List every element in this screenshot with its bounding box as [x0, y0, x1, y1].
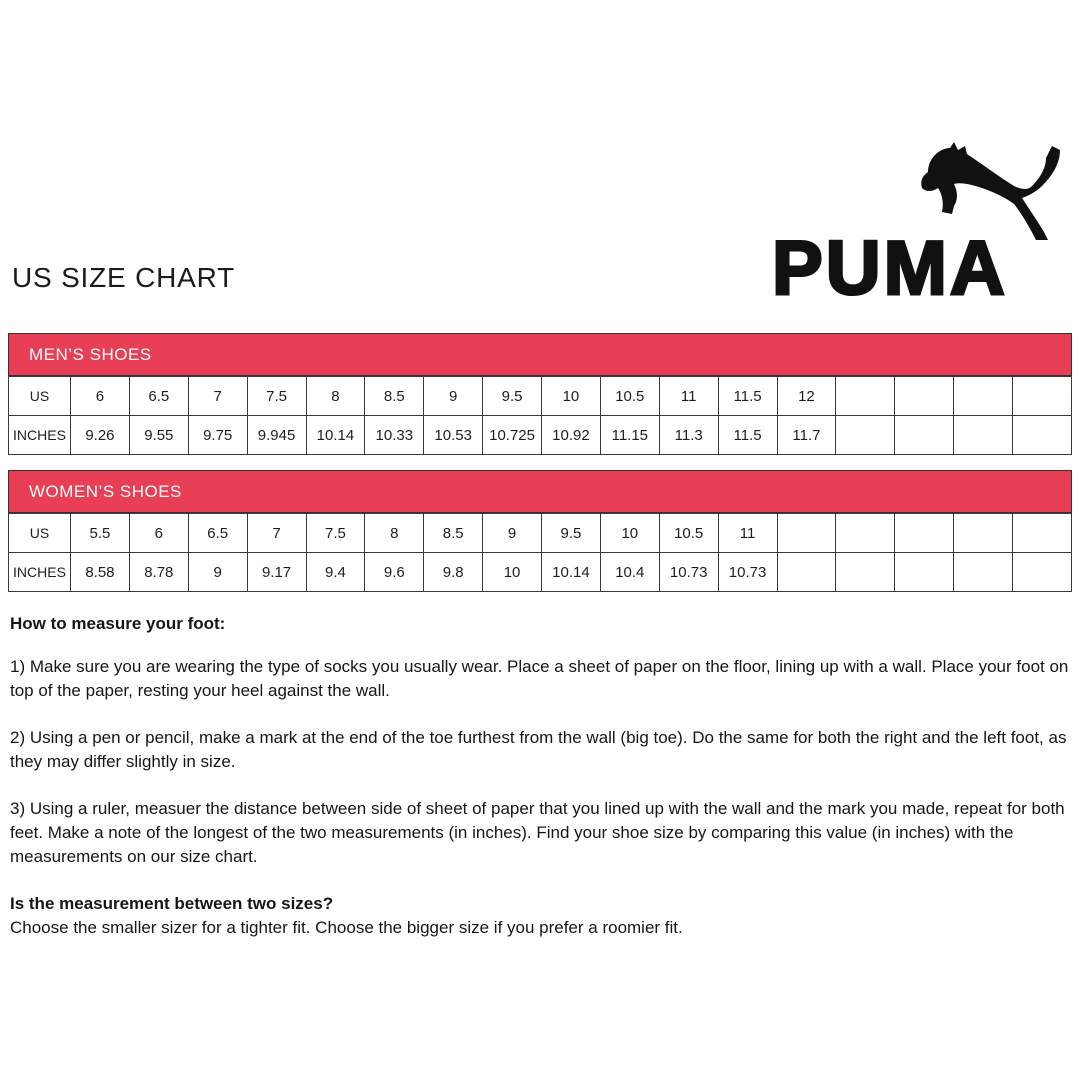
size-cell	[836, 377, 895, 416]
size-cell: 9.75	[188, 416, 247, 455]
size-cell: 12	[777, 377, 836, 416]
size-cell	[836, 553, 895, 592]
row-label-cell: US	[9, 514, 71, 553]
step-2: 2) Using a pen or pencil, make a mark at the end of the toe furthest from the wall (big toe). Do the same for both the right and the left foot, as they may differ slightly in size.	[10, 728, 1067, 771]
size-cell: 9.5	[483, 377, 542, 416]
between-sizes-heading: Is the measurement between two sizes?	[10, 894, 334, 913]
size-cell	[1013, 553, 1072, 592]
mens-table-grid	[8, 376, 1072, 455]
womens-table-grid	[8, 513, 1072, 592]
size-cell: 10.73	[659, 553, 718, 592]
row-label-cell: INCHES	[9, 416, 71, 455]
instructions-section	[10, 612, 1072, 940]
size-cell: 9.6	[365, 553, 424, 592]
size-cell: 11.15	[600, 416, 659, 455]
size-cell: 11.5	[718, 377, 777, 416]
size-cell	[777, 514, 836, 553]
size-cell: 10.14	[542, 553, 601, 592]
size-cell	[836, 416, 895, 455]
size-cell: 9.17	[247, 553, 306, 592]
size-cell	[954, 553, 1013, 592]
size-cell: 6.5	[188, 514, 247, 553]
size-cell: 6	[129, 514, 188, 553]
size-cell: 8.5	[424, 514, 483, 553]
size-cell	[836, 514, 895, 553]
row-label-cell: INCHES	[9, 553, 71, 592]
size-cell: 10	[542, 377, 601, 416]
size-cell	[895, 514, 954, 553]
size-cell: 10.725	[483, 416, 542, 455]
size-cell: 10.53	[424, 416, 483, 455]
size-cell: 10.5	[659, 514, 718, 553]
size-cell	[895, 416, 954, 455]
page-title: US SIZE CHART	[12, 262, 236, 293]
size-cell: 9	[188, 553, 247, 592]
size-cell: 11	[718, 514, 777, 553]
womens-table-header: WOMEN’S SHOES	[8, 470, 1072, 513]
size-cell	[895, 553, 954, 592]
size-cell	[1013, 514, 1072, 553]
mens-table-header: MEN’S SHOES	[8, 333, 1072, 376]
size-cell: 6	[71, 377, 130, 416]
size-cell: 5.5	[71, 514, 130, 553]
between-sizes-answer: Choose the smaller sizer for a tighter fit. Choose the bigger size if you prefer a roomier fit.	[10, 918, 683, 937]
size-cell	[777, 553, 836, 592]
puma-logo	[770, 142, 1072, 304]
size-cell: 9.26	[71, 416, 130, 455]
table-row	[9, 514, 1072, 553]
size-cell	[954, 514, 1013, 553]
size-cell: 10.4	[600, 553, 659, 592]
step-3: 3) Using a ruler, measuer the distance between side of sheet of paper that you lined up with the wall and the mark you made, repeat for both feet. Make a note of the longest of the two measurements (in inches). Find your shoe size by comparing this value (in inches) with the measurements on our size chart.	[10, 799, 1065, 866]
size-cell: 6.5	[129, 377, 188, 416]
size-cell: 10.73	[718, 553, 777, 592]
size-cell	[1013, 416, 1072, 455]
size-cell: 9.5	[542, 514, 601, 553]
size-cell: 9.8	[424, 553, 483, 592]
size-cell: 10.92	[542, 416, 601, 455]
step-1: 1) Make sure you are wearing the type of socks you usually wear. Place a sheet of paper on the floor, lining up with a wall. Place your foot on top of the paper, resting your heel against the wall.	[10, 657, 1069, 700]
size-cell: 9	[483, 514, 542, 553]
table-row	[9, 553, 1072, 592]
size-cell: 11.5	[718, 416, 777, 455]
size-cell: 7	[188, 377, 247, 416]
size-cell: 10.33	[365, 416, 424, 455]
size-cell: 8.5	[365, 377, 424, 416]
size-cell: 10	[483, 553, 542, 592]
size-cell: 8	[306, 377, 365, 416]
size-cell: 9.945	[247, 416, 306, 455]
row-label-cell: US	[9, 377, 71, 416]
size-cell: 9	[424, 377, 483, 416]
womens-size-table	[8, 470, 1072, 592]
size-cell: 10.14	[306, 416, 365, 455]
puma-wordmark: PUMA	[772, 226, 1008, 304]
size-cell: 8.58	[71, 553, 130, 592]
size-cell	[954, 377, 1013, 416]
size-cell: 7	[247, 514, 306, 553]
size-cell: 8	[365, 514, 424, 553]
size-cell: 9.4	[306, 553, 365, 592]
size-cell: 9.55	[129, 416, 188, 455]
table-row	[9, 377, 1072, 416]
size-cell: 10.5	[600, 377, 659, 416]
size-cell: 7.5	[247, 377, 306, 416]
size-cell: 11.3	[659, 416, 718, 455]
size-cell: 7.5	[306, 514, 365, 553]
size-cell	[1013, 377, 1072, 416]
mens-size-table	[8, 333, 1072, 455]
table-row	[9, 416, 1072, 455]
size-cell	[954, 416, 1013, 455]
size-cell: 11	[659, 377, 718, 416]
howto-heading: How to measure your foot:	[10, 614, 226, 633]
size-cell: 10	[600, 514, 659, 553]
size-cell: 8.78	[129, 553, 188, 592]
size-cell: 11.7	[777, 416, 836, 455]
size-cell	[895, 377, 954, 416]
